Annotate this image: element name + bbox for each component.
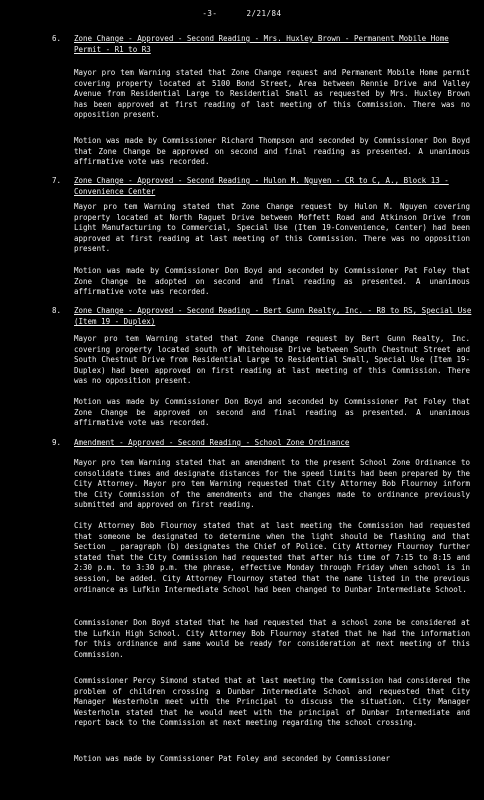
item-paragraph: Mayor pro tem Warning stated that an amendment to the present School Zone Ordinance to consolidate times and designate distances for the speed limits had been prepared by the City Attorney. Mayor pro tem Warning requested that City Attorney Bob Flournoy inform the City Commission of the amendments and the changes made to ordinance previously submitted and approved on first reading.	[74, 458, 470, 510]
item-paragraph: Mayor pro tem Warning stated that Zone Change request by Hulon M. Nguyen covering property located at North Raguet Drive between Moffett Road and Atkinson Drive from Light Manufacturing to Commercial, Special Use (Item 19-Convenience, Center) had been approved at first reading at last meeting of this Commission. There was no opposition present.	[74, 202, 470, 254]
item-paragraph: Motion was made by Commissioner Don Boyd and seconded by Commissioner Pat Foley that Zone Change be adopted on second and final reading as presented. A unanimous affirmative vote was recorded.	[74, 266, 470, 297]
page-number: -3-	[202, 9, 218, 18]
item-paragraph: Mayor pro tem Warning stated that Zone Change request and Permanent Mobile Home permit covering property located at 5100 Bond Street, Area between Rennie Drive and Valley Avenue from Residential Large to Residential Small as requested by Mrs. Huxley Brown has been approved at first reading of last meeting of this Commission. There was no opposition present.	[74, 68, 470, 120]
item-paragraph: Commissioner Don Boyd stated that he had requested that a school zone be considered at the Lufkin High School. City Attorney Bob Flournoy stated that he had the information for this ordinance and same would be ready for consideration at next meeting of this Commission.	[74, 618, 470, 659]
item-title: Zone Change - Approved - Second Reading - Hulon M. Nguyen - CR to C, A., Block 13 - Convenience Center	[74, 176, 449, 196]
item-paragraph: City Attorney Bob Flournoy stated that at last meeting the Commission had requested that someone be designated to determine when the light should be flashing and that Section _ paragraph (b) designates the Chief of Police. City Attorney Flournoy further stated that the City Commission had requested that after his time of 7:15 to 8:15 and 2:30 p.m. to 3:30 p.m. the phrase, effective Monday through Friday when school is in session, be added. City Attorney Flournoy stated that the name listed in the previous ordinance as Lufkin Intermediate School had been changed to Dunbar Intermediate School.	[74, 521, 470, 594]
item-title: Zone Change - Approved - Second Reading - Mrs. Huxley Brown - Permanent Mobile Home Permit - R1 to R3	[74, 34, 449, 54]
item-paragraph: Motion was made by Commissioner Don Boyd and seconded by Commissioner Pat Foley that Zone Change be approved on second and final reading as presented. A unanimous affirmative vote was recorded.	[74, 397, 470, 428]
item-number: 7.	[52, 176, 62, 185]
item-number: 8.	[52, 306, 62, 315]
item-paragraph: Mayor pro tem Warning stated that Zone Change request by Bert Gunn Realty, Inc. covering property located south of Whitehouse Drive between South Chestnut Street and South Chestnut Drive from Residential Large to Residential Small, Special Use (Item 19-Duplex) had been approved on first reading at last meeting of this Commission. There was no opposition present.	[74, 334, 470, 386]
item-paragraph: Commissioner Percy Simond stated that at last meeting the Commission had considered the problem of children crossing a Dunbar Intermediate School and requested that City Manager Westerholm meet with the Principal to discuss the situation. City Manager Westerholm stated that he would meet with the principal of Dunbar Intermediate and report back to the Commission at next meeting regarding the school crossing.	[74, 676, 470, 728]
item-number: 6.	[52, 34, 62, 43]
item-title: Zone Change - Approved - Second Reading - Bert Gunn Realty, Inc. - R8 to RS, Special Use (Item 19 - Duplex)	[74, 306, 472, 326]
item-paragraph: Motion was made by Commissioner Richard Thompson and seconded by Commissioner Don Boyd that Zone Change be approved on second and final reading as presented. A unanimous affirmative vote was recorded.	[74, 136, 470, 167]
item-paragraph: Motion was made by Commissioner Pat Foley and seconded by Commissioner	[74, 754, 391, 763]
page-date: 2/21/84	[246, 9, 282, 18]
page-header	[0, 9, 484, 20]
item-number: 9.	[52, 438, 62, 447]
item-title: Amendment - Approved - Second Reading - School Zone Ordinance	[74, 438, 350, 447]
